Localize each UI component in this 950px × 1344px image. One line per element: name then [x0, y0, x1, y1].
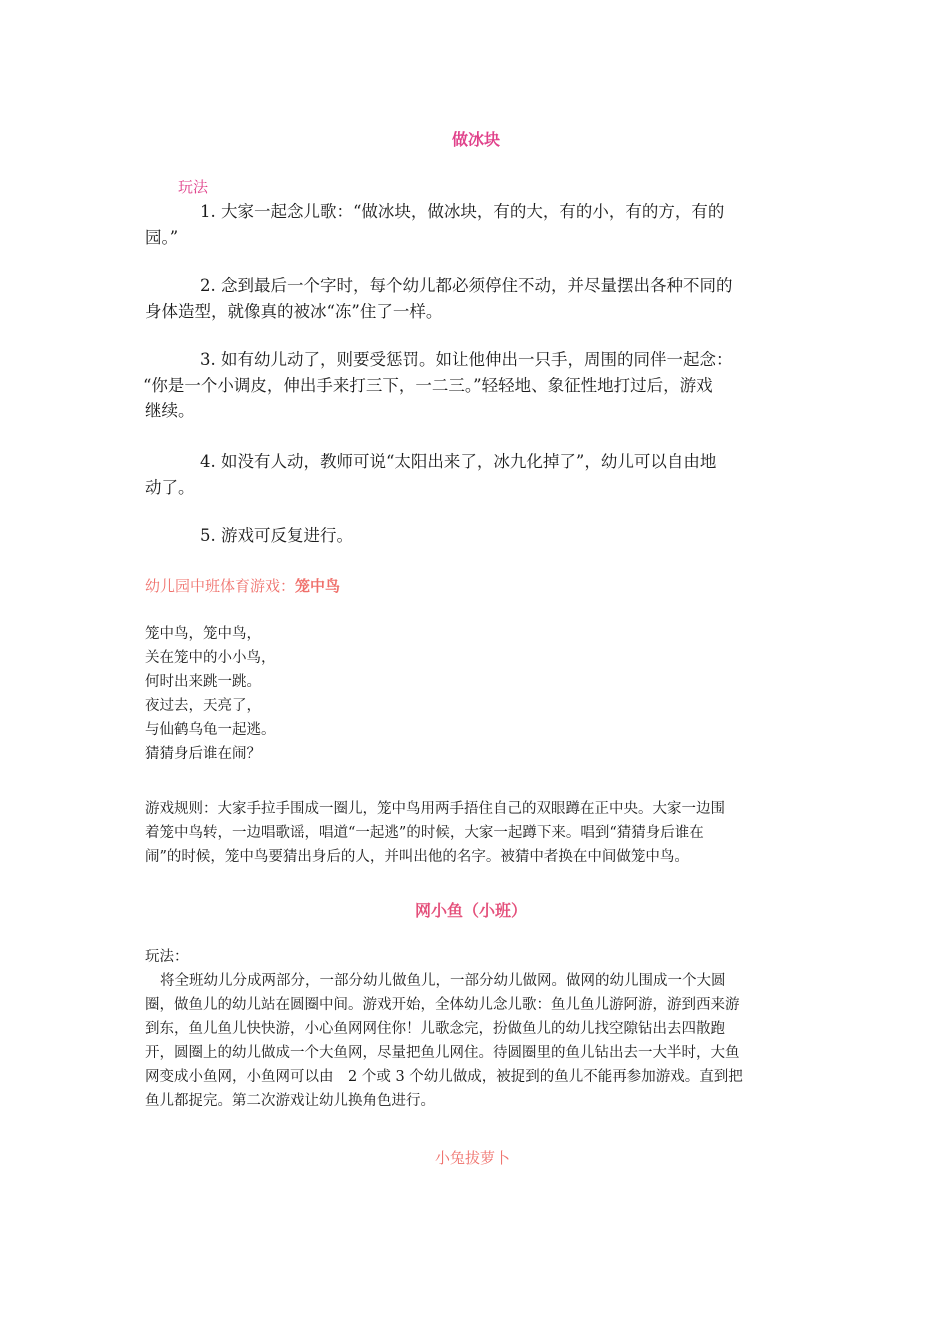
poem-line: 猜猜身后谁在闹？	[145, 746, 261, 762]
net-fish-description	[145, 969, 810, 1113]
section3-label: 玩法：	[145, 949, 189, 965]
poem-line: 夜过去，天亮了，	[145, 698, 261, 714]
desc-line: 圈，做鱼儿的幼儿站在圆圈中间。游戏开始，全体幼儿念儿歌：鱼儿鱼儿游阿游，游到西来游	[145, 997, 740, 1013]
rule-item-1-cont: 园。”	[145, 228, 179, 247]
section-subtitle-how-to-play: 玩法	[178, 178, 209, 196]
rule-item-3-cont: “你是一个小调皮，伸出手来打三下，一二三。”轻轻地、象征性地打过后，游戏	[143, 376, 713, 395]
desc-line: 鱼儿都捉完。第二次游戏让幼儿换角色进行。	[145, 1093, 435, 1109]
heading-prefix: 幼儿园中班体育游戏：	[145, 577, 296, 595]
rule-item-3-cont2: 继续。	[145, 401, 195, 420]
rules-line: 闹”的时候，笼中鸟要猜出身后的人，并叫出他的名字。被猜中者换在中间做笼中鸟。	[145, 849, 689, 865]
heading-bold: 笼中鸟	[295, 577, 341, 595]
desc-line: 开，圆圈上的幼儿做成一个大鱼网，尽量把鱼儿网住。待圆圈里的鱼儿钻出去一大半时，大鱼	[145, 1045, 740, 1061]
rule-item-3: 3. 如有幼儿动了，则要受惩罚。如让他伸出一只手，周围的同伴一起念：	[200, 350, 733, 369]
poem	[145, 622, 810, 766]
rules-line: 着笼中鸟转，一边唱歌谣，唱道“一起逃”的时候，大家一起蹲下来。唱到“猜猜身后谁在	[145, 825, 704, 841]
game-rules	[145, 797, 810, 869]
section-title-rabbit-radish: 小兔拔萝卜	[435, 1149, 511, 1167]
desc-line: 到东，鱼儿鱼儿快快游，小心鱼网网住你！儿歌念完，扮做鱼儿的幼儿找空隙钻出去四散跑	[145, 1021, 725, 1037]
poem-line: 与仙鹤乌龟一起逃。	[145, 722, 276, 738]
section-title-net-fish: 网小鱼（小班）	[415, 901, 528, 920]
rule-item-5: 5. 游戏可反复进行。	[200, 526, 353, 545]
rules-line: 游戏规则：大家手拉手围成一圈儿，笼中鸟用两手捂住自己的双眼蹲在正中央。大家一边围	[145, 801, 725, 817]
desc-line: 将全班幼儿分成两部分，一部分幼儿做鱼儿，一部分幼儿做网。做网的幼儿围成一个大圆	[160, 973, 726, 989]
poem-line: 关在笼中的小小鸟，	[145, 650, 276, 666]
rule-item-1: 1. 大家一起念儿歌：“做冰块，做冰块，有的大，有的小，有的方，有的	[200, 202, 725, 221]
section-title-ice-cubes: 做冰块	[452, 130, 501, 149]
rule-item-4: 4. 如没有人动，教师可说“太阳出来了，冰九化掉了”，幼儿可以自由地	[200, 452, 717, 471]
rule-item-2-cont: 身体造型，就像真的被冰“冻”住了一样。	[145, 302, 443, 321]
section-heading-caged-bird	[145, 575, 340, 596]
poem-line: 何时出来跳一跳。	[145, 674, 261, 690]
desc-line: 网变成小鱼网，小鱼网可以由 2 个或 3 个幼儿做成，被捉到的鱼儿不能再参加游戏。直到把	[145, 1069, 743, 1085]
rule-item-2: 2. 念到最后一个字时，每个幼儿都必须停住不动，并尽量摆出各种不同的	[200, 276, 733, 295]
rule-item-4-cont: 动了。	[145, 478, 195, 497]
poem-line: 笼中鸟，笼中鸟，	[145, 626, 261, 642]
